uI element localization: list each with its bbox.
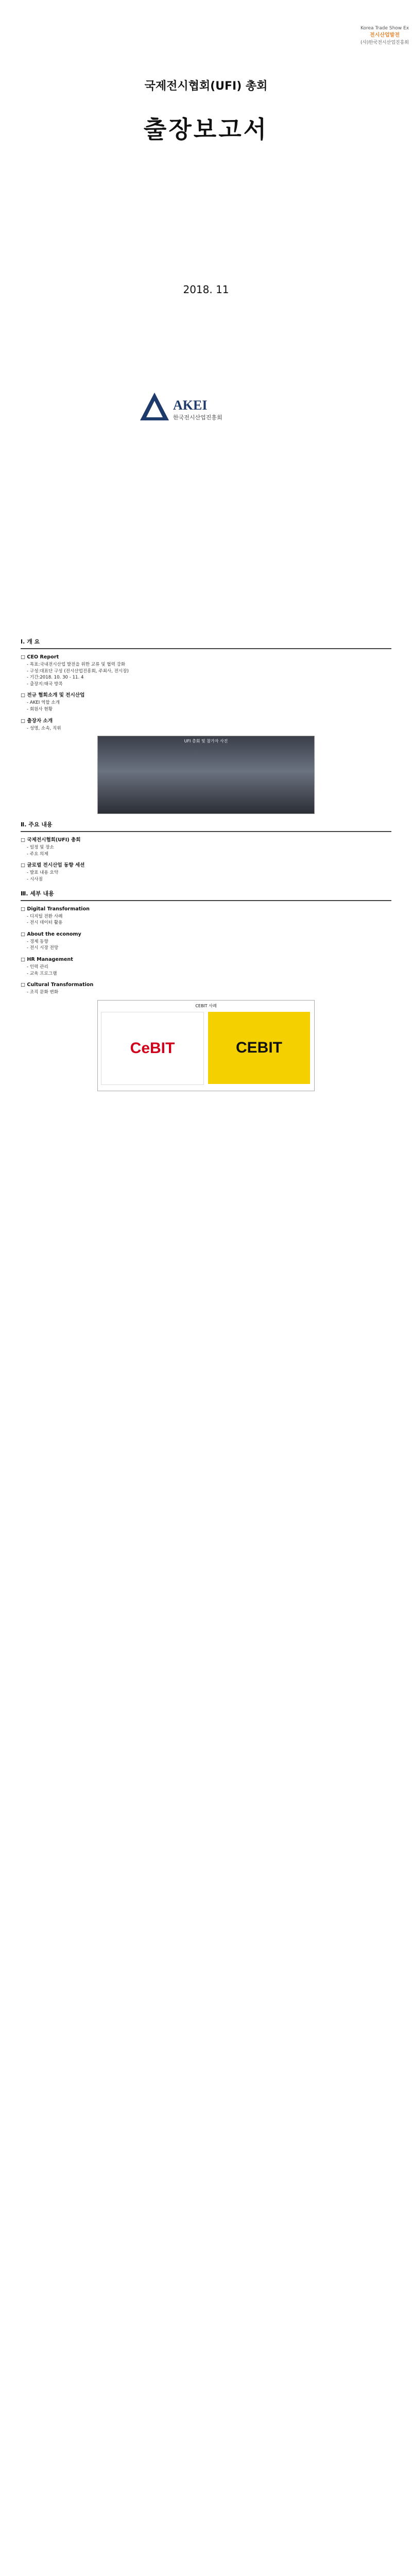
header-logo	[360, 25, 409, 46]
item-list	[27, 914, 391, 926]
list-item: - 인력 관리	[27, 964, 391, 971]
section-divider	[21, 831, 391, 832]
item-list	[27, 939, 391, 952]
akei-logo	[139, 392, 273, 428]
section-heading: Ⅱ. 주요 내용	[21, 821, 53, 828]
akei-korean-name: 한국전시산업진흥회	[173, 414, 222, 421]
subsection-heading: □ 글로벌 전시산업 동향 세션	[21, 862, 85, 869]
logo-brand-text: 전시산업발전	[370, 32, 400, 38]
cebit-figure	[97, 1000, 315, 1091]
photo-caption: UFI 총회 및 참가자 사진	[184, 739, 228, 744]
subsection-heading: □ 출장자 소개	[21, 718, 53, 724]
list-item: - 시사점	[27, 877, 391, 883]
logo-bottom-text: (사)한국전시산업진흥회	[360, 40, 409, 45]
cover-page	[0, 0, 412, 623]
list-item: - 발표 내용 요약	[27, 870, 391, 876]
list-item: - 전시 시장 전망	[27, 945, 391, 952]
subsection-heading: □ 전규 협회소개 및 전시산업	[21, 692, 85, 699]
list-item: - 주요 의제	[27, 852, 391, 858]
list-item: - 성명, 소속, 직위	[27, 726, 391, 732]
section-divider	[21, 648, 391, 649]
subsection-heading: □ 국제전시협회(UFI) 총회	[21, 837, 81, 843]
photo-figure	[97, 736, 315, 814]
list-item: - 전시 데이터 활용	[27, 920, 391, 926]
list-item: - 조직 문화 변화	[27, 990, 391, 996]
akei-mark-icon	[139, 392, 170, 421]
subsection-heading: □ Digital Transformation	[21, 906, 90, 912]
photo-caption: CEBIT 사례	[195, 1003, 217, 1008]
cover-subtitle: 국제전시협회(UFI) 총회	[144, 80, 268, 93]
item-list	[27, 964, 391, 977]
list-item: - 디지털 전환 사례	[27, 914, 391, 920]
section-heading: Ⅲ. 세부 내용	[21, 890, 54, 897]
akei-name: AKEI	[173, 398, 208, 413]
subsection-heading: □ About the economy	[21, 931, 81, 937]
section-heading: Ⅰ. 개 요	[21, 638, 40, 645]
subsection-heading: □ HR Management	[21, 956, 73, 962]
logo-top-text: Korea Trade Show Ex	[360, 26, 409, 31]
cover-date: 2018. 11	[183, 283, 229, 296]
item-list	[27, 662, 391, 687]
cover-title: 출장보고서	[143, 115, 269, 143]
cebit-logo-a: CeBIT	[101, 1012, 204, 1085]
list-item: - 회원사 현황	[27, 707, 391, 713]
subsection-heading: □ Cultural Transformation	[21, 982, 94, 988]
list-item: - 목표:국내전시산업 발전을 위한 교류 및 협력 강화	[27, 662, 391, 668]
list-item: - 구성:대표단 구성 (전시산업진흥회, 주최사, 전시장)	[27, 669, 391, 675]
list-item: - 교육 프로그램	[27, 971, 391, 977]
item-list	[27, 845, 391, 857]
item-list	[27, 726, 391, 732]
section-divider	[21, 900, 391, 901]
list-item: - 경제 동향	[27, 939, 391, 945]
list-item: - AKEI 역할 소개	[27, 700, 391, 706]
subsection-heading: □ CEO Report	[21, 654, 59, 660]
report-body	[21, 631, 391, 2576]
list-item: - 기간:2018. 10. 30 - 11. 4	[27, 675, 391, 681]
cebit-logo-b: CEBIT	[208, 1012, 310, 1084]
item-list	[27, 990, 391, 996]
list-item: - 일정 및 장소	[27, 845, 391, 851]
list-item: - 출장지:태국 방콕	[27, 682, 391, 688]
item-list	[27, 700, 391, 713]
item-list	[27, 870, 391, 883]
